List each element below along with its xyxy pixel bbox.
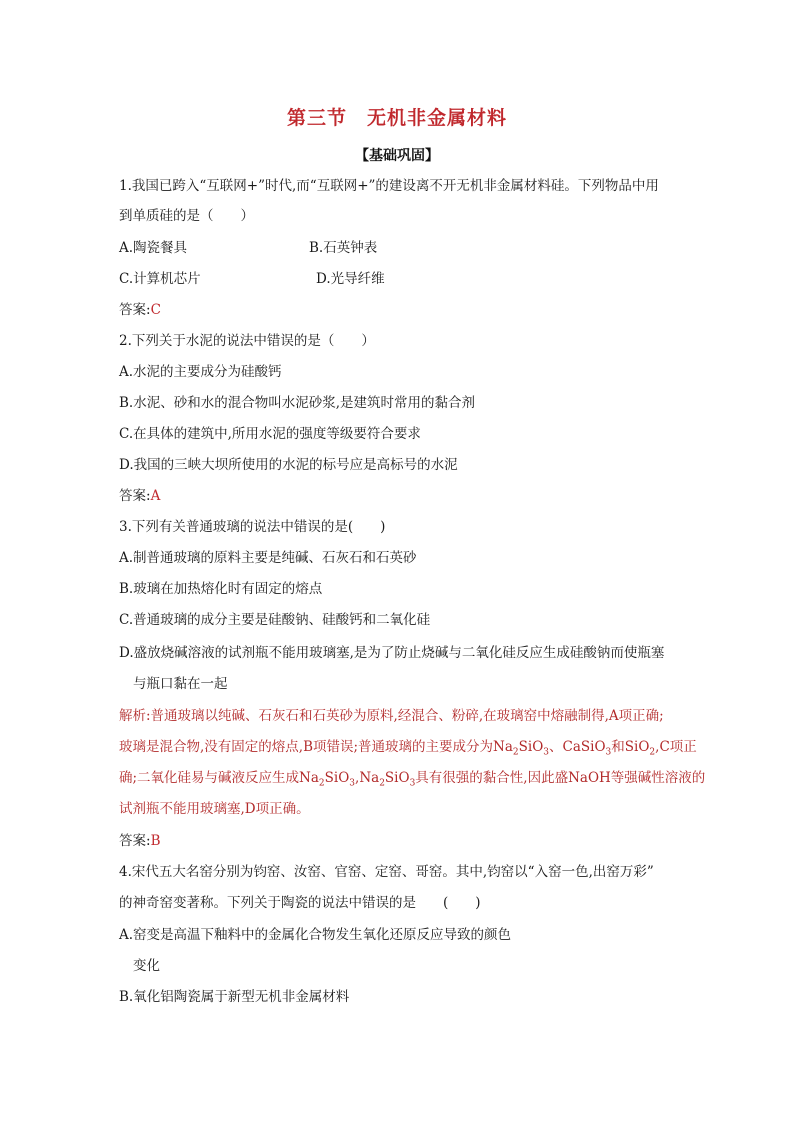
answer-label: 答案: <box>119 488 151 504</box>
q3-analysis-line3: 确;二氧化硅易与碱液反应生成$Na_2SiO_3,Na_2SiO_3$具有很强的黏合性,因此盛NaOH等强碱性溶液的 <box>119 770 706 789</box>
q1-option-d: D.光导纤维 <box>316 271 385 287</box>
answer-value: B <box>150 833 161 849</box>
q2-option-d: D.我国的三峡大坝所使用的水泥的标号应是高标号的水泥 <box>119 457 458 473</box>
q4-option-a-line1: A.窑变是高温下釉料中的金属化合物发生氧化还原反应导致的颜色 <box>119 927 512 943</box>
q2-option-a: A.水泥的主要成分为硅酸钙 <box>119 364 282 380</box>
q3-option-c: C.普通玻璃的成分主要是硅酸钠、硅酸钙和二氧化硅 <box>119 612 431 628</box>
q4-option-b: B.氧化铝陶瓷属于新型无机非金属材料 <box>119 989 350 1005</box>
q1-option-b: B.石英钟表 <box>309 240 378 256</box>
answer-label: 答案: <box>119 302 151 318</box>
q2-answer <box>119 486 160 506</box>
q4-stem-line1: 4.宋代五大名窑分别为钧窑、汝窑、官窑、定窑、哥窑。其中,钧窑以“入窑一色,出窑万彩” <box>119 864 654 880</box>
q3-option-d-line1: D.盛放烧碱溶液的试剂瓶不能用玻璃塞,是为了防止烧碱与二氧化硅反应生成硅酸钠而使瓶塞 <box>119 645 665 661</box>
q3-analysis-line2: 玻璃是混合物,没有固定的熔点,B项错误;普通玻璃的主要成分为$Na_2SiO_3$、CaSiO$_3$和SiO$_2$,C项正 <box>119 739 697 758</box>
q1-option-c: C.计算机芯片 <box>119 271 201 287</box>
q2-stem: 2.下列关于水泥的说法中错误的是（ ） <box>119 333 375 349</box>
q3-analysis-line4: 试剂瓶不能用玻璃塞,D项正确。 <box>119 801 310 817</box>
section-heading: 【基础巩固】 <box>355 148 439 164</box>
answer-label: 答案: <box>119 833 151 849</box>
q3-option-a: A.制普通玻璃的原料主要是纯碱、石灰石和石英砂 <box>119 550 417 566</box>
q2-option-b: B.水泥、砂和水的混合物叫水泥砂浆,是建筑时常用的黏合剂 <box>119 395 476 411</box>
answer-value: A <box>150 488 161 504</box>
page-title: 第三节 无机非金属材料 <box>286 107 507 129</box>
q3-option-d-line2: 与瓶口黏在一起 <box>133 676 228 692</box>
q1-answer <box>119 300 161 320</box>
q3-analysis-line1: 解析:普通玻璃以纯碱、石灰石和石英砂为原料,经混合、粉碎,在玻璃窑中熔融制得,A项正确; <box>119 708 664 724</box>
q1-stem-line1: 1.我国已跨入“互联网+”时代,而“互联网+”的建设离不开无机非金属材料硅。下列物品中用 <box>119 178 659 194</box>
answer-value: C <box>150 302 161 318</box>
q1-stem-line2: 到单质硅的是（ ） <box>119 208 254 224</box>
q4-option-a-line2: 变化 <box>133 958 160 974</box>
q1-option-a: A.陶瓷餐具 <box>119 240 188 256</box>
q2-option-c: C.在具体的建筑中,所用水泥的强度等级要符合要求 <box>119 426 421 442</box>
q4-stem-line2: 的神奇窑变著称。下列关于陶瓷的说法中错误的是 ( ) <box>119 895 481 911</box>
q3-stem: 3.下列有关普通玻璃的说法中错误的是( ) <box>119 519 386 535</box>
q3-option-b: B.玻璃在加热熔化时有固定的熔点 <box>119 581 323 597</box>
q3-answer <box>119 831 160 851</box>
